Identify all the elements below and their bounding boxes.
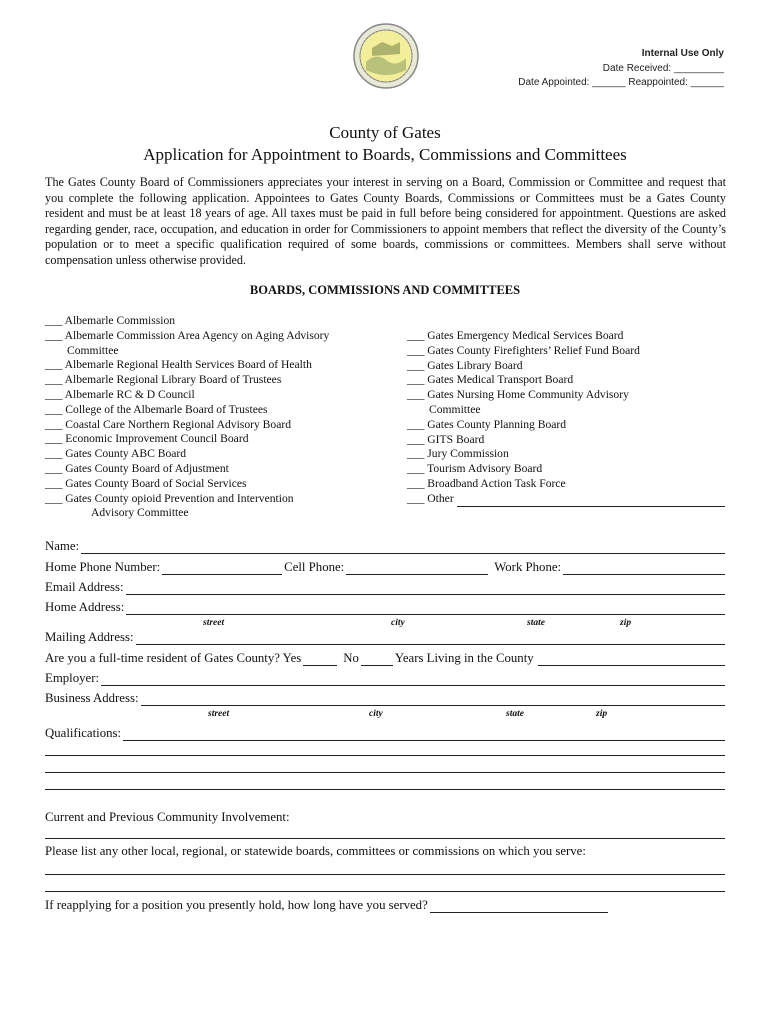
home-address-row (45, 600, 725, 615)
qualifications-label: Qualifications: (45, 726, 122, 740)
boards-right-column (407, 329, 725, 507)
email-row (45, 580, 725, 595)
board-checkbox-item[interactable]: ___ Albemarle Regional Health Services Board of Health (45, 358, 312, 372)
resident-yes-input[interactable] (303, 654, 337, 666)
boards-heading: BOARDS, COMMISSIONS AND COMMITTEES (249, 283, 521, 297)
date-received-field: Date Received: _________ (602, 62, 724, 74)
business-zip-caption: zip (596, 709, 608, 719)
board-checkbox-item[interactable]: ___ Gates County ABC Board (45, 447, 187, 461)
boards-left-column (45, 314, 329, 521)
other-boards-row (45, 844, 725, 859)
county-title: County of Gates (329, 123, 441, 142)
board-checkbox-item[interactable]: ___ Albemarle RC & D Council (45, 387, 195, 401)
qualifications-line-4[interactable] (45, 789, 725, 790)
community-label: Current and Previous Community Involvement: (45, 810, 290, 824)
board-item-continuation: Committee (429, 402, 481, 416)
years-input[interactable] (538, 654, 725, 666)
board-checkbox-item[interactable]: ___ Albemarle Commission (45, 314, 176, 327)
name-input[interactable] (81, 542, 725, 554)
board-checkbox-item[interactable]: ___ GITS Board (407, 432, 485, 446)
board-checkbox-item[interactable]: ___ Gates Library Board (407, 358, 523, 372)
business-address-input[interactable] (141, 694, 726, 706)
date-appointed-field: Date Appointed: ______ Reappointed: ______ (518, 77, 724, 88)
resident-no-input[interactable] (361, 654, 393, 666)
internal-use-label: Internal Use Only (641, 48, 724, 59)
other-boards-label: Please list any other local, regional, or statewide boards, committees or commissions on which you serve: (45, 844, 586, 858)
board-item-continuation: Advisory Committee (91, 506, 189, 520)
internal-use-block (518, 47, 724, 91)
work-phone-input[interactable] (563, 563, 725, 575)
business-address-label: Business Address: (45, 691, 139, 705)
phone-row (45, 560, 725, 575)
employer-row (45, 671, 725, 686)
board-checkbox-item[interactable]: ___ Gates County opioid Prevention and Intervention (45, 491, 294, 505)
other-input-line[interactable] (457, 496, 725, 507)
board-checkbox-item[interactable]: ___ College of the Albemarle Board of Trustees (45, 402, 268, 416)
email-label: Email Address: (45, 580, 124, 594)
work-phone-label: Work Phone: (494, 560, 562, 574)
home-city-caption: city (391, 618, 405, 628)
business-street-caption: street (208, 709, 230, 719)
other-boards-input-1[interactable] (45, 874, 725, 875)
board-checkbox-item[interactable]: ___ Gates County Planning Board (407, 417, 567, 431)
board-checkbox-item[interactable]: ___ Broadband Action Task Force (407, 476, 566, 490)
cell-phone-label: Cell Phone: (284, 560, 345, 574)
cell-phone-input[interactable] (346, 563, 488, 575)
resident-no-label: No (343, 651, 359, 665)
qualifications-line-3[interactable] (45, 772, 725, 773)
name-label: Name: (45, 539, 80, 553)
home-phone-label: Home Phone Number: (45, 560, 161, 574)
name-row (45, 539, 725, 554)
board-checkbox-item[interactable]: ___ Albemarle Regional Library Board of Trustees (45, 373, 282, 387)
board-checkbox-item[interactable]: ___ Gates Nursing Home Community Advisory (407, 388, 629, 402)
intro-paragraph: The Gates County Board of Commissioners appreciates your interest in serving on a Board, Commission or Committee and request that you complete the following application. Appointees to Gates County Boards, Commissions or Committees must be a Gates County resident and must be at least 18 years of age. All taxes must be paid in full before being considered for appointment. Questions are asked regarding gender, race, occupation, and education in order for Commissioners to appoint members that reflect the diversity of the County’s population or to meet a specific qualification required of some boards, commissions or committees. Members shall serve without compensation unless otherwise provided. (45, 175, 726, 267)
business-address-row (45, 691, 725, 706)
business-state-caption: state (506, 709, 524, 719)
mailing-address-input[interactable] (136, 633, 725, 645)
board-checkbox-item[interactable]: ___ Gates Medical Transport Board (407, 373, 574, 387)
board-checkbox-item[interactable]: ___ Jury Commission (407, 447, 509, 461)
home-state-caption: state (527, 618, 545, 628)
business-city-caption: city (369, 709, 383, 719)
home-address-label: Home Address: (45, 600, 125, 614)
home-street-caption: street (203, 618, 225, 628)
board-checkbox-item[interactable]: ___ Gates County Firefighters’ Relief Fund Board (407, 343, 640, 357)
reapplying-row (45, 898, 610, 913)
board-checkbox-item[interactable]: ___ Gates County Board of Social Services (45, 476, 247, 490)
qualifications-input[interactable] (123, 729, 725, 741)
other-label: ___ Other (407, 491, 454, 505)
years-label: Years Living in the County (394, 651, 534, 665)
community-input[interactable] (45, 838, 725, 839)
email-input[interactable] (126, 583, 725, 595)
board-checkbox-item[interactable]: ___ Economic Improvement Council Board (45, 432, 249, 446)
board-checkbox-item[interactable]: ___ Gates County Board of Adjustment (45, 461, 229, 475)
mailing-address-label: Mailing Address: (45, 630, 134, 644)
board-other-item[interactable] (407, 492, 725, 507)
board-checkbox-item[interactable]: ___ Gates Emergency Medical Services Board (407, 329, 624, 342)
employer-label: Employer: (45, 671, 100, 685)
county-seal-logo (352, 22, 420, 90)
other-boards-input-2[interactable] (45, 891, 725, 892)
mailing-address-row (45, 630, 725, 645)
home-phone-input[interactable] (162, 563, 282, 575)
home-zip-caption: zip (620, 618, 632, 628)
community-row (45, 810, 725, 825)
board-checkbox-item[interactable]: ___ Tourism Advisory Board (407, 462, 543, 476)
board-checkbox-item[interactable]: ___ Albemarle Commission Area Agency on Aging Advisory (45, 328, 330, 342)
qualifications-line-2[interactable] (45, 755, 725, 756)
resident-row (45, 651, 725, 666)
resident-question: Are you a full-time resident of Gates County? Yes (45, 651, 302, 665)
application-title: Application for Appointment to Boards, Commissions and Committees (143, 145, 627, 164)
reapplying-input[interactable] (430, 901, 608, 913)
board-checkbox-item[interactable]: ___ Coastal Care Northern Regional Advisory Board (45, 417, 291, 431)
employer-input[interactable] (101, 674, 725, 686)
home-address-input[interactable] (126, 603, 725, 615)
qualifications-row (45, 726, 725, 741)
reapplying-label: If reapplying for a position you presently hold, how long have you served? (45, 898, 428, 912)
board-item-continuation: Committee (67, 343, 119, 357)
